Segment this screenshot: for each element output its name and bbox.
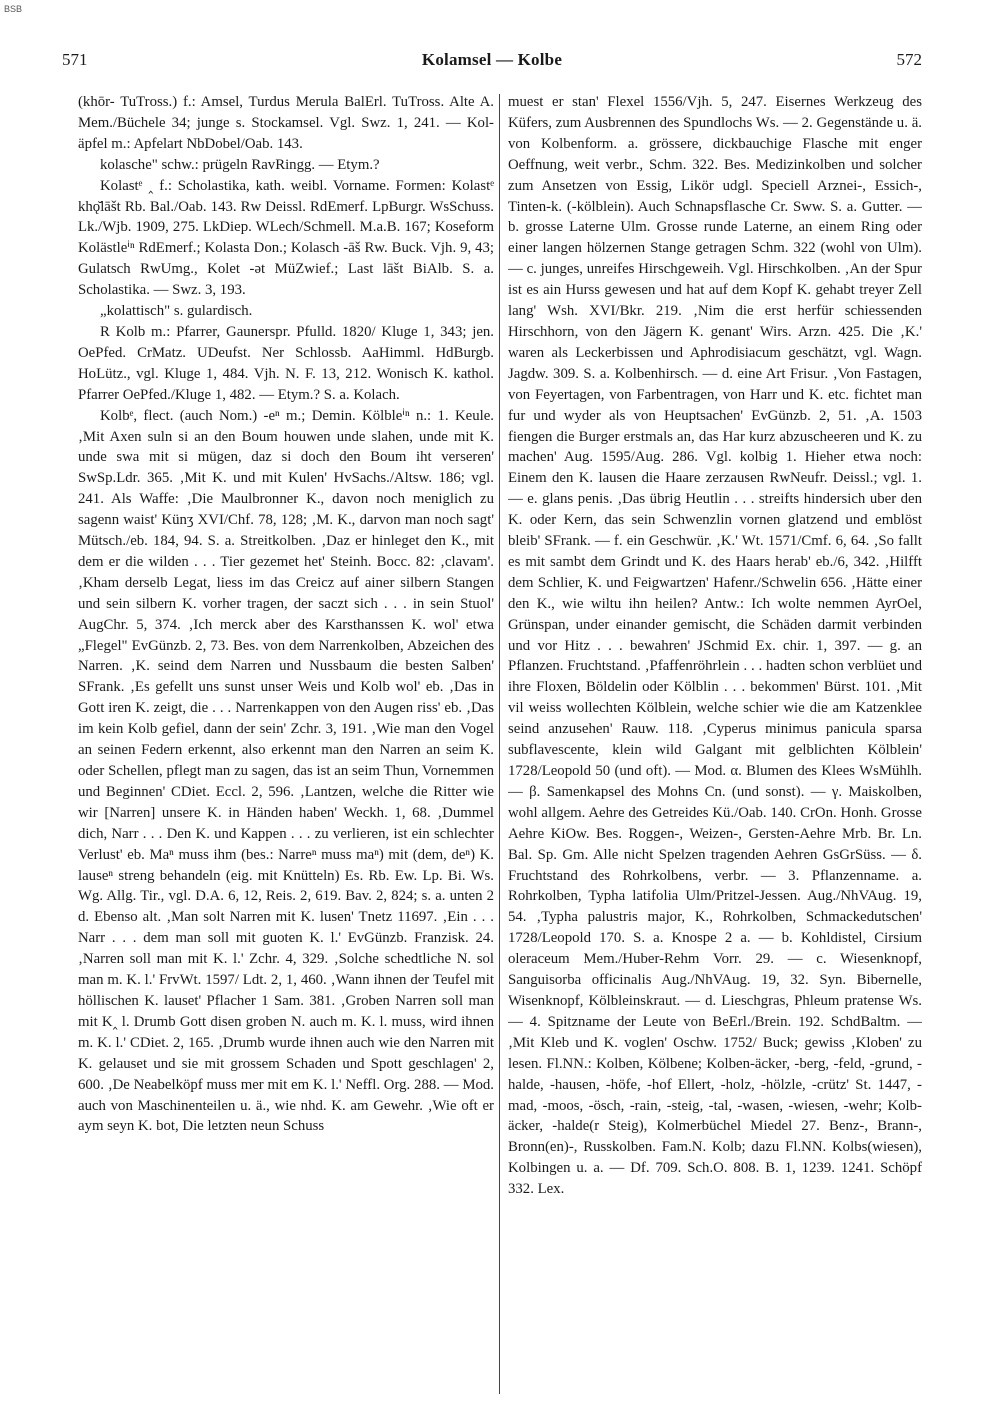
left-column: [78, 92, 494, 1392]
entry-kolb: R Kolb m.: Pfarrer, Gaunerspr. Pfulld. 1820/ Kluge 1, 343; jen. OePfed. CrMatz. UDeufst. Ner Schlossb. AaHimml. HdBurgb. HoLütz., vgl. Kluge 1, 484. Vjh. N. F. 13, 212. Wonisch K. kathol. Pfarrer OePfed./Kluge 1, 482. — Etym.? S. a. Kolach.: [78, 323, 494, 403]
page-number-right: 572: [896, 50, 922, 69]
page-number-left: 571: [62, 50, 88, 69]
library-stamp: BSB: [4, 4, 23, 14]
page-header: [62, 50, 922, 76]
right-column: [508, 92, 922, 1392]
entry-kolbe: Kolbᵉ, flect. (auch Nom.) -eⁿ m.; Demin. Kölbleⁱⁿ n.: 1. Keule. ‚Mit Axen suln si an den Boum houwen unde slahen, unde mit K. unde swa mit si mügen, daz si doch den Boum iht verseren' SwSp.Ldr. 365. ‚Mit K. und mit Kulen' HvSachs./Altsw. 186; vgl. 241. Als Waffe: ‚Die Maulbronner K., davon noch meniglich zu sagenn waist' Künʒ XVI/Chf. 78, 128; ‚M. K., darvon man noch sagt' Mütsch./eb. 184, 94. S. a. Streitkolben. ‚Daz er hinleget den K., mit dem er die wilden . . . Tier gezemet het' Steinh. Bocc. 82: ‚clavam'. ‚Kham derselb Legat, liess im das Creicz auf ainer silbern Stangen und sein silbern K. vorher tragen, der saczt sich . . . in sein Stuol' AugChr. 5, 374. ‚Ich merck aber des Karsthanssen K. wol' etwa „Flegel" EvGünzb. 2, 73. Bes. von dem Narrenkolben, Abzeichen des Narren. ‚K. seind dem Narren und Nussbaum die besten Salben' SFrank. ‚Es gefellt uns sunst unser Weis und Kolb wol' eb. ‚Das in Gott iren K. zeigt, die . . . Narrenkappen von den Augen riss' eb. ‚Das im kein Kolb gefiel, dann der sein' Zchr. 3, 191. ‚Wie man den Vogel an seinen Federn erkennt, also erkennt man den Narren an seim K. oder Schellen, pflegt man zu sagen, das ist an seim Thun, Vornemmen und Beginnen' CDiet. Eccl. 2, 596. ‚Lantzen, welche die Ritter wie wir [Narren] unsere K. in Händen haben' Weckh. 1, 68. ‚Dummel dich, Narr . . . Den K. und Kappen . . . zu verlieren, ist ein schlechter Verlust' eb. Maⁿ muss ihm (bes.: Narreⁿ muss maⁿ) mit (dem, deⁿ) K. lauseⁿ streng behandeln (eig. mit Knütteln) Es. Rb. Ew. Lp. Bi. Ws. Wg. Allg. Tir., vgl. D.A. 6, 12, Reis. 2, 619. Bav. 2, 824; s. a. unten 2 d. Ebenso alt. ‚Man solt Narren mit K. lusen' Tnetz 11697. ‚Ein . . . Narr . . . dem man soll mit guoten K. l.' EvGünzb. Franzisk. 24. ‚Narren soll man mit K. l.' Zchr. 4, 329. ‚Solche schedtliche N. sol man m. K. l.' FrvWt. 1597/ Ldt. 2, 1, 460. ‚Wann ihnen der Teufel mit höllischen K. lauset' Pflacher 1 Sam. 381. ‚Groben Narren soll man mit K‸ l. Drumb Gott disen groben N. auch m. K. l. muss, wird ihnen m. K. l.' CDiet. 2, 165. ‚Drumb wurde ihnen auch wie den Narren mit K. gelauset und sie mit grossem Schaden und Spott geschlagen' 2, 600. ‚De Neabelköpf muss mer mit em K. l.' Neffl. Org. 288. — Mod. auch von Maschinenteilen u. ä., wie nhd. K. am Gewehr. ‚Wie oft er aym seyn K. bot, Die letzten neun Schuss: [78, 407, 494, 1135]
entry-kolbe-continued: muest er stan' Flexel 1556/Vjh. 5, 247. Eisernes Werkzeug des Küfers, zum Ausbrennen des Spundlochs Ws. — 2. Gegenstände u. ä. von Kolbenform. a. grössere, dickbauchige Flasche mit enger Oeffnung, weit verbr., Schm. 322. Bes. Medizinkolben und solcher zum Ansetzen von Essig, Likör udgl. Speciell Arznei-, Essich-, Tinten-k. (-kölblein). Auch Schnapsflasche Cr. Sww. S. a. Gutter. — b. grosse Laterne Ulm. Grosse runde Laterne, an einem Ring oder einer langen hölzernen Stange getragen Schm. 322 (wohl von Ulm). — c. junges, unreifes Hirschgeweih. Vgl. Hirschkolben. ‚An der Spur ist es ain Hurss gewesen und hat auf dem Kopf K. gehabt treyer Zell lang' Wsh. XVI/Bkr. 219. ‚Nim die erst herfür schiessenden Hirschhorn, von den Jägern K. genant' Wirs. Arzn. 425. Die ‚K.' waren als Leckerbissen und Aphrodisiacum geschätzt, vgl. Wagn. Jagdw. 309. S. a. Kolbenhirsch. — d. eine Art Frisur. ‚Von Fastagen, von Feyertagen, von Farbentragen, von Harr und K. etc. fichtet man fur und wyder als von Heuptsachen' EvGünzb. 2, 51. ‚A. 1503 fiengen die Burger erstmals an, das Har kurz abzuscheeren und K. zu machen' Aug. 1595/Aug. 286. Vgl. kolbig 1. Hieher etwa noch: Einem den K. lausen die Haare zerzausen RwNeufr. Deissl.; vgl. 1. — e. glans penis. ‚Das übrig Heutlin . . . streifts hindersich uber den K. oder Kern, das sein Schwenzlin vornen glatzend und emblöst bleib' SFrank. — f. ein Geschwür. ‚K.' Wt. 1571/Cmf. 6, 64. ‚So fallt es mit sambt dem Grindt und K. des Haars herab' eb./6, 342. ‚Hilfft dem Schlier, K. und Feigwartzen' Hafenr./Schwelin 656. ‚Hätte einer den K., wie wiltu ihn heilen? Antw.: Ich wolte nemmen AyrOel, Grünspan, under einander gemischt, die Schäden darmit verbinden und vor Hitz . . . bewahren' JSchmid Ex. chir. 1, 397. — g. an Pflanzen. Fruchtstand. ‚Pfaffenröhrlein . . . hadten schon verblüet und ihre Floxen, Böldelin oder Kölblin . . . bekommen' Bürst. 101. ‚Mit vil weiss wollechten Kölblein, welche schier wie die am Katzenklee seind anzusehen' Rauw. 118. ‚Cyperus minimus panicula sparsa subflavescente, klein wild Galgant mit gelblichten Kölblein' 1728/Leopold 50 (und oft). — Mod. α. Blumen des Klees WsMühlh. — β. Samenkapsel des Mohns Cn. (und sonst). — γ. Maiskolben, wohl allgem. Aehre des Getreides Kü./Oab. 140. CrOn. Honh. Grosse Aehre KiOw. Bes. Roggen-, Weizen-, Gersten-Aehre Mrb. Br. Ln. Bal. Sp. Gm. Alle nicht Spelzen tragenden Aehren GsGrSüss. — δ. Fruchtstand des Rohrkolbens, verbr. — 3. Pflanzenname. a. Rohrkolben, Typha latifolia Ulm/Pritzel-Jessen. Aug./NhVAug. 19, 54. ‚Typha palustris major, K., Rohrkolben, Schmackedutschen' 1728/Leopold 170. S. a. Knospe 2 a. — b. Kohldistel, Cirsium oleraceum Mem./Huber-Rehm Vorr. 29. — c. Wiesenknopf, Sanguisorba officinalis Aug./NhVAug. 19, 32. Syn. Bibernelle, Wisenknopf, Kölbleinskraut. — d. Lieschgras, Phleum pratense Ws. — 4. Spitzname der Leute von BeErl./Brein. 192. SchdBaltm. — ‚Mit Kleb und K. voglen' Oschw. 1752/ Buck; gewiss ‚Kloben' zu lesen. Fl.NN.: Kolben, Kölbene; Kolben-äcker, -berg, -feld, -grund, -halde, -hausen, -höfe, -hof Ellert, -holz, -hölzle, -crütz' St. 1447, -mad, -moos, -ösch, -rain, -steig, -tal, -wasen, -wiesen, -wehr; Kolb-äcker, -halde(r Steig), Kolmerbüchel Miedel 27. Benz-, Brann-, Bronn(en)-, Russkolben. Fam.N. Kolb; dazu Fl.NN. Kolbs(wiesen), Kolbingen u. a. — Df. 709. Sch.O. 808. B. 1, 1239. 1241. Schöpf 332. Lex.: [508, 94, 922, 1198]
column-divider: [499, 94, 500, 1394]
page-title: Kolamsel — Kolbe: [421, 50, 563, 69]
entry-kolasche: kolasche" schw.: prügeln RavRingg. — Etym.?: [100, 156, 380, 173]
entry-kolattisch: „kolattisch" s. gulardisch.: [100, 303, 253, 320]
entry-kolamsel-continued: (khōr- TuTross.) f.: Amsel, Turdus Merula BalErl. TuTross. Alte A. Mem./Büchele 34; junge s. Stockamsel. Vgl. Swz. 1, 241. — Kol-äpfel m.: Apfelart NbDobel/Oab. 143.: [78, 94, 494, 152]
entry-kolaste: Kolastᵉ ‸ f.: Scholastika, kath. weibl. Vorname. Formen: Kolastᵉ khǫ̆lāšt Rb. Bal./Oab. 143. Rw Deissl. RdEmerf. LpBurgr. WsSchuss. Lk./Wjb. 1909, 275. LkDiep. WLech/Schmell. M.a.B. 167; Koseform Kolästleⁱⁿ RdEmerf.; Kolasta Don.; Kolasch -āš Rw. Buck. Vjh. 9, 43; Gulatsch RwUmg., Kolet -ǝt MüZwief.; Last lāšt BiAlb. S. a. Scholastika. — Swz. 3, 193.: [78, 177, 494, 299]
